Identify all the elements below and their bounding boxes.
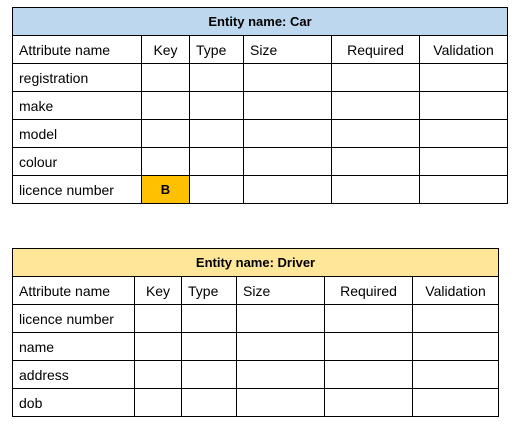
table-row	[13, 120, 508, 148]
validation-cell	[413, 333, 499, 361]
col-size: Size	[244, 36, 332, 64]
col-validation: Validation	[413, 277, 499, 305]
size-cell	[244, 64, 332, 92]
type-cell	[182, 333, 237, 361]
attribute-dob: dob	[13, 389, 135, 417]
validation-cell	[413, 361, 499, 389]
attribute-address: address	[13, 361, 135, 389]
table-row	[13, 361, 499, 389]
validation-cell	[420, 148, 508, 176]
car-title-row	[13, 8, 508, 36]
size-cell	[237, 389, 325, 417]
attribute-model: model	[13, 120, 142, 148]
size-cell	[237, 361, 325, 389]
attribute-colour: colour	[13, 148, 142, 176]
validation-cell	[420, 92, 508, 120]
col-type: Type	[182, 277, 237, 305]
col-attribute-name: Attribute name	[13, 36, 142, 64]
car-entity-table	[12, 7, 508, 204]
required-cell	[325, 361, 413, 389]
type-cell	[190, 64, 244, 92]
required-cell	[325, 389, 413, 417]
type-cell	[190, 176, 244, 204]
required-cell	[325, 333, 413, 361]
col-key: Key	[142, 36, 190, 64]
key-cell	[135, 361, 182, 389]
key-cell	[142, 120, 190, 148]
driver-entity-table	[12, 248, 499, 417]
car-entity-title: Entity name: Car	[13, 8, 508, 36]
size-cell	[244, 120, 332, 148]
required-cell	[332, 92, 420, 120]
type-cell	[182, 389, 237, 417]
attribute-licence-number: licence number	[13, 176, 142, 204]
validation-cell	[420, 64, 508, 92]
col-type: Type	[190, 36, 244, 64]
table-row	[13, 64, 508, 92]
size-cell	[244, 176, 332, 204]
key-cell	[135, 333, 182, 361]
attribute-licence-number: licence number	[13, 305, 135, 333]
driver-header-row	[13, 277, 499, 305]
table-row	[13, 305, 499, 333]
attribute-make: make	[13, 92, 142, 120]
type-cell	[182, 361, 237, 389]
key-cell	[142, 92, 190, 120]
required-cell	[332, 148, 420, 176]
col-key: Key	[135, 277, 182, 305]
table-row	[13, 176, 508, 204]
key-cell	[135, 389, 182, 417]
col-validation: Validation	[420, 36, 508, 64]
type-cell	[182, 305, 237, 333]
type-cell	[190, 148, 244, 176]
key-cell	[142, 64, 190, 92]
key-cell	[142, 148, 190, 176]
validation-cell	[413, 305, 499, 333]
required-cell	[332, 120, 420, 148]
col-size: Size	[237, 277, 325, 305]
col-required: Required	[325, 277, 413, 305]
table-row	[13, 148, 508, 176]
driver-entity-title: Entity name: Driver	[13, 249, 499, 277]
required-cell	[332, 176, 420, 204]
key-badge: B	[142, 176, 190, 204]
required-cell	[325, 305, 413, 333]
col-attribute-name: Attribute name	[13, 277, 135, 305]
key-cell	[135, 305, 182, 333]
type-cell	[190, 120, 244, 148]
attribute-registration: registration	[13, 64, 142, 92]
size-cell	[237, 305, 325, 333]
required-cell	[332, 64, 420, 92]
size-cell	[237, 333, 325, 361]
size-cell	[244, 92, 332, 120]
table-row	[13, 389, 499, 417]
attribute-name: name	[13, 333, 135, 361]
size-cell	[244, 148, 332, 176]
table-row	[13, 92, 508, 120]
validation-cell	[413, 389, 499, 417]
table-row	[13, 333, 499, 361]
type-cell	[190, 92, 244, 120]
validation-cell	[420, 176, 508, 204]
col-required: Required	[332, 36, 420, 64]
validation-cell	[420, 120, 508, 148]
driver-title-row	[13, 249, 499, 277]
car-header-row	[13, 36, 508, 64]
